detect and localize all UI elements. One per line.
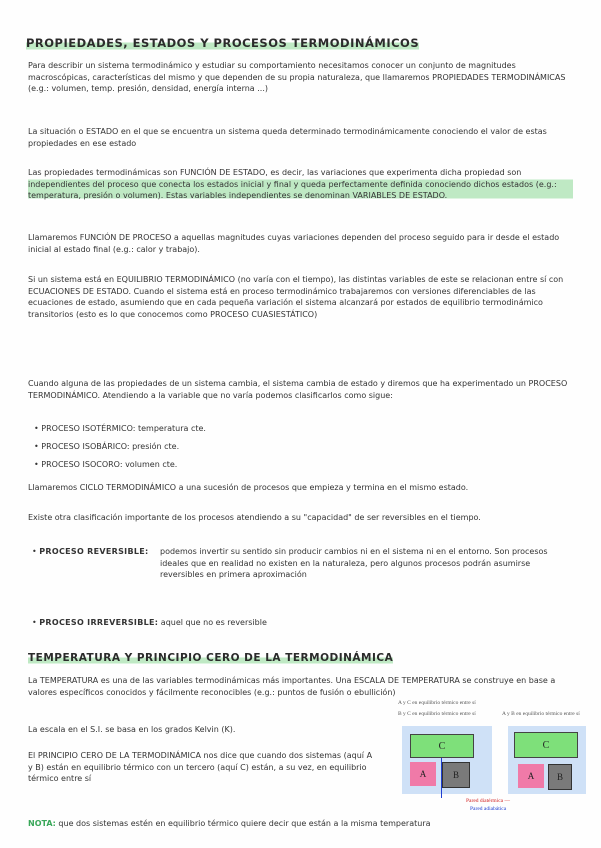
paragraph-funcion-proceso: Llamaremos FUNCIÓN DE PROCESO a aquellas magnitudes cuyas variaciones dependen del proceso seguido para ir desde el estado inicial al estado final (e.g.: calor y trabajo). (28, 233, 560, 254)
nota-text: que dos sistemas estén en equilibrio térmico quiere decir que están a la misma temperatura (58, 819, 431, 828)
nota (28, 818, 573, 830)
zeroth-law-figure (398, 700, 588, 812)
paragraph-funcion-estado: Las propiedades termodinámicas son FUNCIÓN DE ESTADO, es decir, las variaciones que experimenta dicha propiedad son independientes del proceso que conecta los estados inicial y final y queda perfectamente definida conociendo dichos estados (e.g.: temperatura, presión o volumen). Estas variables independientes se denominan VARIABLES DE ESTADO. (28, 167, 573, 202)
paragraph-propiedades: Para describir un sistema termodinámico y estudiar su comportamiento necesitamos conocer un conjunto de magnitudes macroscópicas, características del mismo y que dependen de su propia naturaleza, que llamaremos PROPIEDADES TERMODINÁMICAS (e.g.: volumen, temp. presión, densidad, energía interna ...) (28, 61, 566, 93)
paragraph-ciclo: Llamaremos CICLO TERMODINÁMICO a una sucesión de procesos que empieza y termina en el mismo estado. (28, 483, 469, 492)
paragraph-equilibrio: Si un sistema está en EQUILIBRIO TERMODINÁMICO (no varía con el tiempo), las distintas variables de este se relacionan entre sí con ECUACIONES DE ESTADO. Cuando el sistema está en proceso termodinámico trabajaremos con versiones diferenciables de las ecuaciones de estado, asumiendo que en cada pequeña variación el sistema alcanzará por estados de equilibrio termodinámico transitorios (esto es lo que conocemos como PROCESO CUASIESTÁTICO) (28, 275, 564, 319)
paragraph-estado: La situación o ESTADO en el que se encuentra un sistema queda determinado termodinámicamente conociendo el valor de estas propiedades en ese estado (28, 127, 547, 148)
paragraph-temperatura: La TEMPERATURA es una de las variables termodinámicas más importantes. Una ESCALA DE TEMPERATURA se construye en base a valores específicos conocidos y fácilmente reconocibles (e.g.: puntos de fusión o ebullición) (28, 676, 556, 697)
paragraph-escala-si: La escala en el S.I. se basa en los grados Kelvin (K). (28, 725, 236, 734)
paragraph-clasificacion: Existe otra clasificación importante de los procesos atendiendo a su "capacidad" de ser reversibles en el tiempo. (28, 513, 481, 522)
left-box-a: A (410, 762, 436, 786)
left-arrow (441, 758, 442, 798)
legend-adiabatica: Pared adiabática (470, 806, 507, 812)
nota-label: NOTA: (28, 819, 56, 828)
figure-caption-left: B y C en equilibrio térmico entre sí (398, 711, 476, 717)
bullet-isotermico: • PROCESO ISOTÉRMICO: temperatura cte. (34, 424, 206, 433)
section-title-propiedades: PROPIEDADES, ESTADOS Y PROCESOS TERMODINÁMICOS (26, 36, 420, 50)
section-title-temperatura: TEMPERATURA Y PRINCIPIO CERO DE LA TERMODINÁMICA (28, 652, 394, 664)
paragraph-proceso-termodinamico: Cuando alguna de las propiedades de un sistema cambia, el sistema cambia de estado y diremos que ha experimentado un PROCESO TERMODINÁMICO. Atendiendo a la variable que no varía podemos clasificarlos como sigue: (28, 379, 568, 400)
irreversible-label: PROCESO IRREVERSIBLE: (39, 618, 159, 627)
reversible-text: podemos invertir su sentido sin producir cambios ni en el sistema ni en el entorno. Son procesos ideales que en realidad no existen en la naturaleza, pero algunos procesos podrán asumirse reversibles en primera aproximación (160, 547, 548, 579)
figure-caption-right: A y B en equilibrio térmico entre sí (502, 711, 580, 717)
left-box-b: B (442, 762, 470, 788)
paragraph-principio-cero: El PRINCIPIO CERO DE LA TERMODINÁMICA nos dice que cuando dos sistemas (aquí A y B) están en equilibrio térmico con un tercero (aquí C) están, a su vez, en equilibrio térmico entre sí (28, 751, 373, 783)
bullet-isobarico-text: PROCESO ISOBÁRICO: presión cte. (41, 442, 180, 451)
right-box-b: B (548, 764, 572, 790)
bullet-isobarico: • PROCESO ISOBÁRICO: presión cte. (34, 442, 180, 451)
bullet-irreversible: • PROCESO IRREVERSIBLE: aquel que no es reversible (32, 618, 267, 627)
bullet-isocoro-text: PROCESO ISOCORO: volumen cte. (41, 460, 178, 469)
irreversible-text: aquel que no es reversible (160, 618, 267, 627)
bullet-reversible: • PROCESO REVERSIBLE: (32, 547, 149, 556)
legend-diatermica: Pared diatérmica — (466, 798, 510, 804)
right-box-c: C (514, 732, 578, 758)
bullet-isocoro: • PROCESO ISOCORO: volumen cte. (34, 460, 178, 469)
left-box-c: C (410, 734, 474, 758)
right-box-a: A (518, 764, 544, 788)
figure-caption-top: A y C en equilibrio térmico entre sí (398, 700, 476, 706)
reversible-label: PROCESO REVERSIBLE: (39, 547, 149, 556)
bullet-isotermico-text: PROCESO ISOTÉRMICO: temperatura cte. (41, 424, 206, 433)
